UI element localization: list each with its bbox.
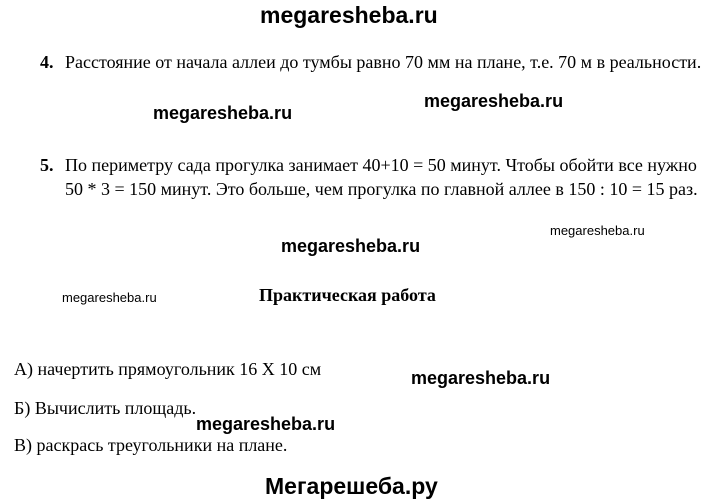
watermark-task: megaresheba.ru	[411, 368, 551, 388]
section-heading: Практическая работа	[259, 285, 436, 305]
problem-5	[40, 153, 715, 201]
problem-number: 5.	[40, 155, 54, 175]
problem-text: По периметру сада прогулка занимает 40+10 = 50 минут. Чтобы обойти все нужно 50 * 3 = 150 минут. Это больше, чем прогулка по главной аллее в 150 : 10 = 15 раз.	[65, 155, 698, 199]
watermark-center: megaresheba.ru	[281, 236, 421, 256]
problem-number: 4.	[40, 52, 54, 72]
watermark-right: megaresheba.ru	[424, 91, 564, 111]
watermark-bottom: Мегарешеба.ру	[265, 473, 438, 499]
task-c: В) раскрась треугольники на плане.	[14, 435, 288, 455]
watermark-small-right: megaresheba.ru	[550, 223, 645, 238]
problem-4	[40, 50, 715, 74]
watermark-small-left: megaresheba.ru	[62, 290, 157, 305]
problem-text: Расстояние от начала аллеи до тумбы равно 70 мм на плане, т.е. 70 м в реальности.	[65, 52, 702, 72]
task-a: А) начертить прямоугольник 16 Х 10 см	[14, 359, 322, 379]
task-b: Б) Вычислить площадь.	[14, 398, 197, 418]
watermark-left: megaresheba.ru	[153, 103, 293, 123]
watermark-task: megaresheba.ru	[196, 414, 336, 434]
watermark-top: megaresheba.ru	[260, 2, 438, 28]
